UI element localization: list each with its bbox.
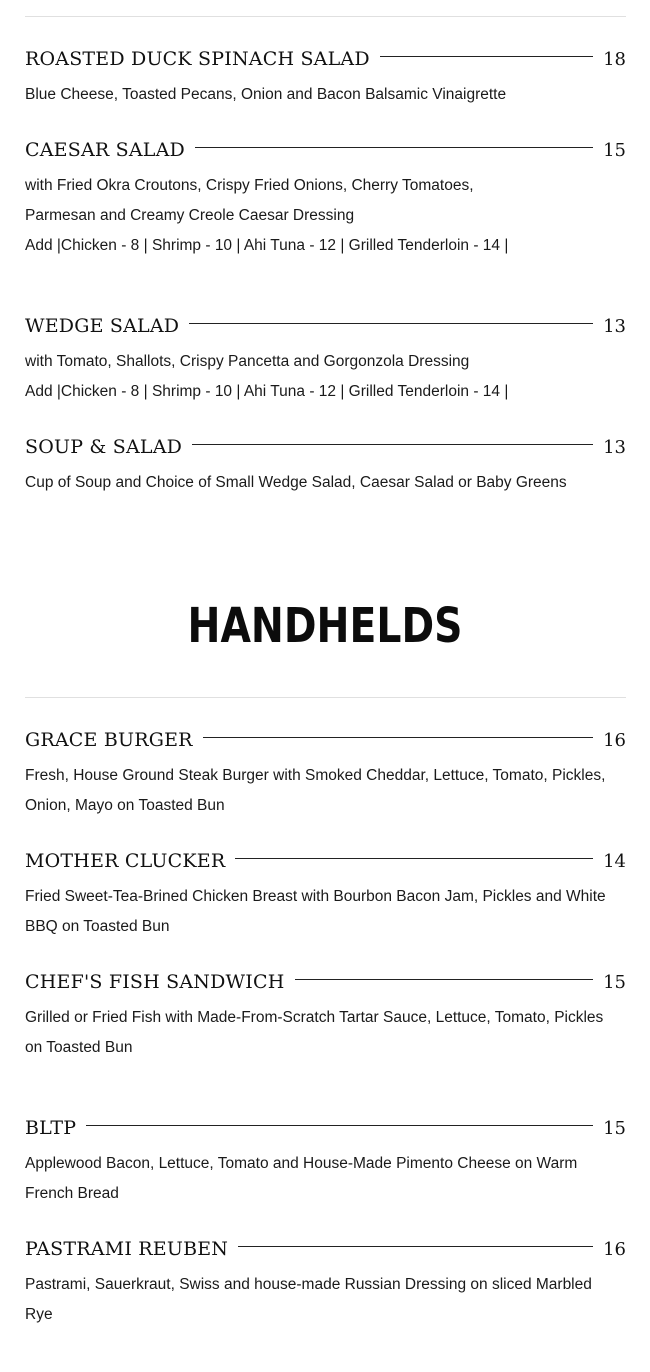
dot-leader [295, 979, 594, 980]
dot-leader [238, 1246, 593, 1247]
menu-item-name: PASTRAMI REUBEN [25, 1238, 229, 1260]
dot-leader [192, 444, 593, 445]
dot-leader [380, 56, 593, 57]
description-line: Rye [25, 1306, 53, 1323]
menu-item-price: 16 [603, 1239, 626, 1260]
description-line: Fresh, House Ground Steak Burger with Smoked Cheddar, Lettuce, Tomato, Pickles, [25, 767, 606, 784]
menu-item-description [25, 761, 615, 821]
menu-item-price: 13 [603, 437, 626, 458]
description-line: Cup of Soup and Choice of Small Wedge Salad, Caesar Salad or Baby Greens [25, 474, 567, 491]
top-divider [25, 16, 626, 17]
menu-item-name: BLTP [25, 1117, 77, 1139]
dot-leader [195, 147, 593, 148]
description-line: Grilled or Fried Fish with Made-From-Scratch Tartar Sauce, Lettuce, Tomato, Pickles [25, 1009, 604, 1026]
menu-item-price: 16 [603, 730, 626, 751]
menu-item-price: 13 [603, 316, 626, 337]
description-line: Fried Sweet-Tea-Brined Chicken Breast with Bourbon Bacon Jam, Pickles and White [25, 888, 606, 905]
menu-item-description [25, 468, 615, 498]
menu-item-description [25, 347, 615, 407]
menu-item-price: 18 [603, 49, 626, 70]
menu-item-description [25, 882, 615, 942]
menu-item [25, 729, 626, 821]
menu-item-name: CHEF'S FISH SANDWICH [25, 971, 285, 993]
menu-item-header [25, 436, 626, 466]
menu-item [25, 850, 626, 942]
menu-item-name: SOUP & SALAD [25, 436, 183, 458]
description-line: with Fried Okra Croutons, Crispy Fried Onions, Cherry Tomatoes, [25, 177, 474, 194]
menu-item [25, 971, 626, 1063]
menu-item-price: 15 [603, 972, 626, 993]
menu-item-price: 15 [603, 1118, 626, 1139]
menu-item-price: 15 [603, 140, 626, 161]
menu-item [25, 315, 626, 407]
description-line: with Tomato, Shallots, Crispy Pancetta and Gorgonzola Dressing [25, 353, 470, 370]
menu-item-header [25, 1117, 626, 1147]
description-line: Applewood Bacon, Lettuce, Tomato and House-Made Pimento Cheese on Warm [25, 1155, 578, 1172]
menu-item [25, 1117, 626, 1209]
add-on-options: Add |Chicken - 8 | Shrimp - 10 | Ahi Tuna - 12 | Grilled Tenderloin - 14 | [25, 237, 509, 254]
menu-item-name: MOTHER CLUCKER [25, 850, 226, 872]
menu-item-name: ROASTED DUCK SPINACH SALAD [25, 48, 370, 70]
section-title: HANDHELDS [187, 598, 463, 654]
section-divider [25, 697, 626, 698]
menu-item-header [25, 729, 626, 759]
dot-leader [189, 323, 593, 324]
menu-item-header [25, 139, 626, 169]
menu-item [25, 48, 626, 110]
dot-leader [235, 858, 593, 859]
menu-item-name: WEDGE SALAD [25, 315, 180, 337]
description-line: Blue Cheese, Toasted Pecans, Onion and Bacon Balsamic Vinaigrette [25, 86, 507, 103]
menu-item [25, 436, 626, 498]
description-line: on Toasted Bun [25, 1039, 133, 1056]
dot-leader [86, 1125, 593, 1126]
menu-item-header [25, 971, 626, 1001]
add-on-options: Add |Chicken - 8 | Shrimp - 10 | Ahi Tuna - 12 | Grilled Tenderloin - 14 | [25, 383, 509, 400]
description-line: BBQ on Toasted Bun [25, 918, 170, 935]
menu-item-description [25, 1149, 615, 1209]
menu-item [25, 1238, 626, 1330]
menu-item-name: GRACE BURGER [25, 729, 193, 751]
menu-item-header [25, 850, 626, 880]
menu-item-description [25, 1270, 615, 1330]
menu-item-name: CAESAR SALAD [25, 139, 185, 161]
menu-item-price: 14 [603, 851, 626, 872]
menu-item-description [25, 1003, 615, 1063]
description-line: Onion, Mayo on Toasted Bun [25, 797, 225, 814]
description-line: French Bread [25, 1185, 119, 1202]
description-line: Parmesan and Creamy Creole Caesar Dressing [25, 207, 355, 224]
menu-item-header [25, 48, 626, 78]
description-line: Pastrami, Sauerkraut, Swiss and house-made Russian Dressing on sliced Marbled [25, 1276, 592, 1293]
menu-item-header [25, 1238, 626, 1268]
menu-item [25, 139, 626, 261]
menu-item-description [25, 171, 615, 261]
dot-leader [203, 737, 593, 738]
menu-item-header [25, 315, 626, 345]
menu-item-description [25, 80, 615, 110]
